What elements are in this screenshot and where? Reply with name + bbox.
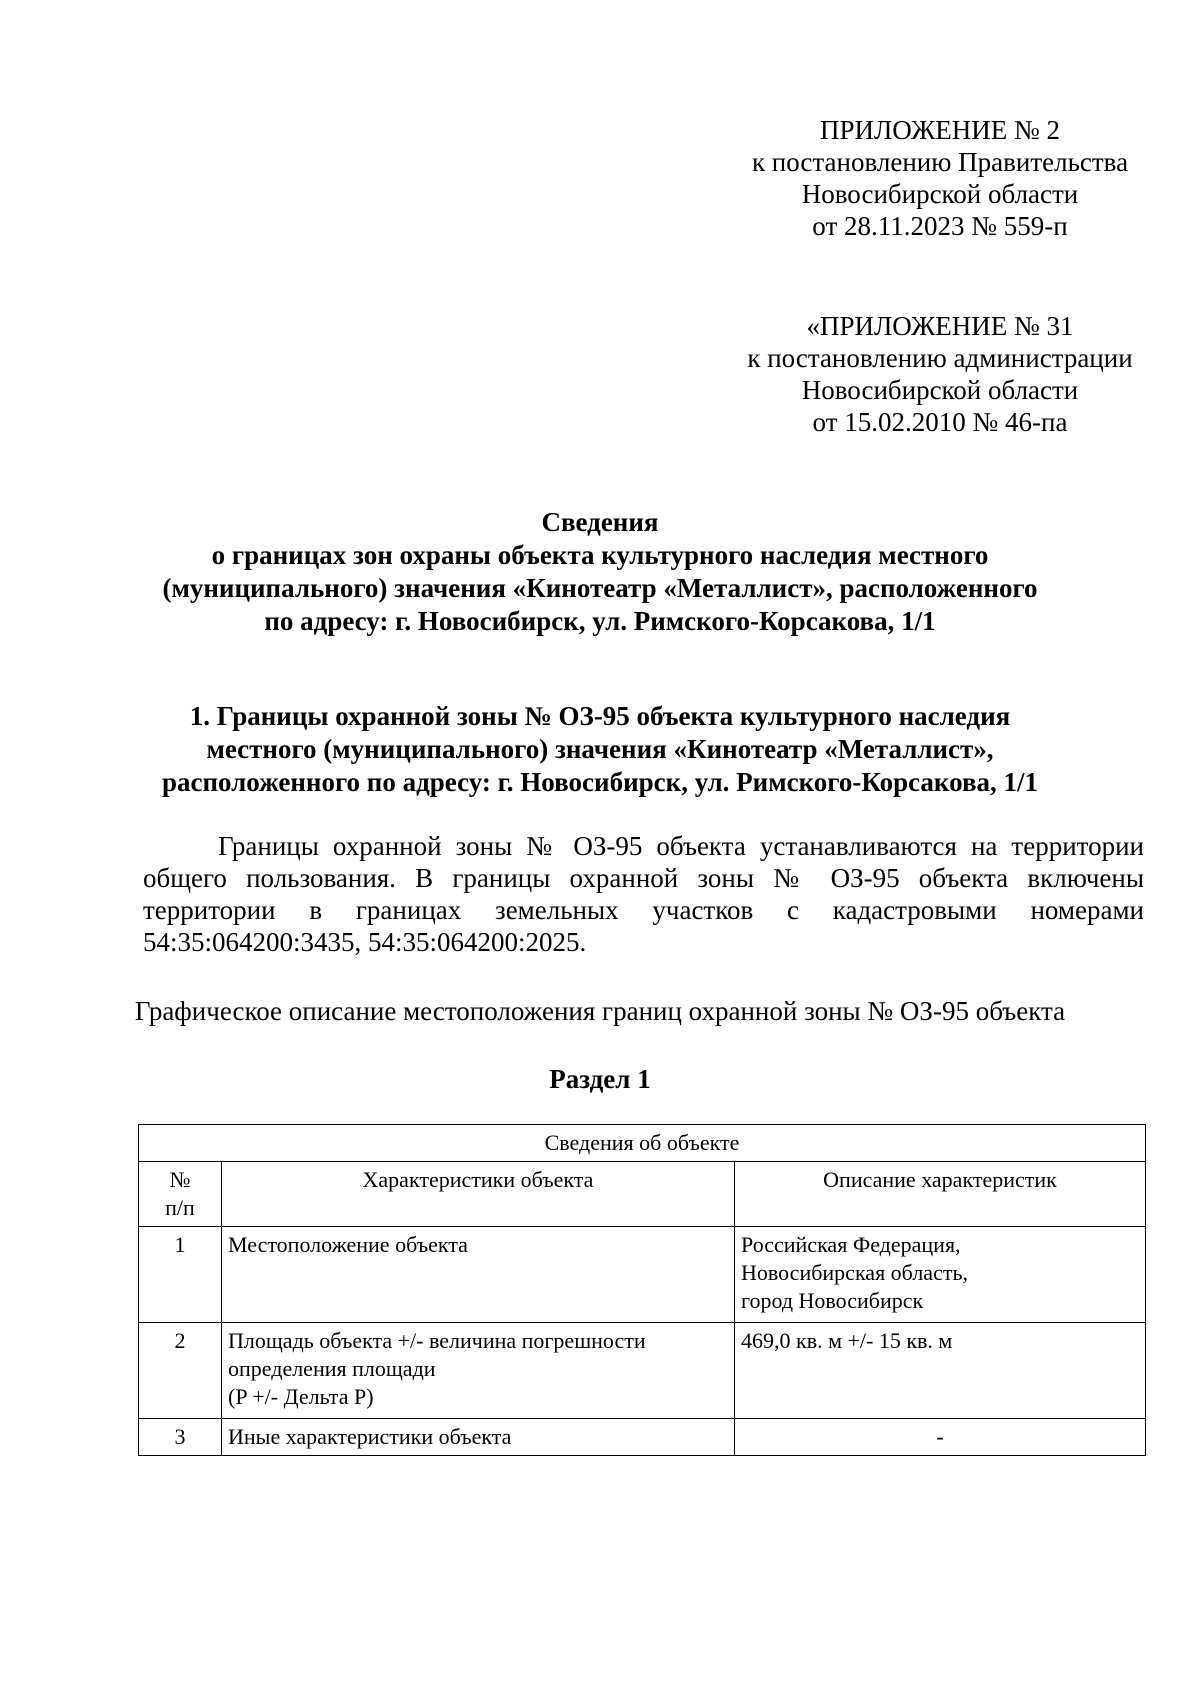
header-num-label: п/п bbox=[165, 1195, 195, 1220]
header-num bbox=[139, 1162, 222, 1227]
table-caption-row bbox=[139, 1125, 1146, 1162]
body-paragraph: Границы охранной зоны № ОЗ-95 объекта устанавливаются на территории общего пользования. В границы охранной зоны № ОЗ-95 объекта включены территории в границах земельных участков с кадастровыми номерами 54:35:064200:3435, 54:35:064200:2025. bbox=[143, 831, 1144, 957]
row-characteristic: Местоположение объекта bbox=[222, 1227, 735, 1323]
row-description: 469,0 кв. м +/- 15 кв. м bbox=[735, 1323, 1146, 1419]
section-heading-line: 1. Границы охранной зоны № ОЗ-95 объекта культурного наследия bbox=[189, 701, 1011, 731]
graphic-description: Графическое описание местоположения границ охранной зоны № ОЗ-95 объекта bbox=[134, 996, 1066, 1026]
table-row bbox=[139, 1323, 1146, 1419]
section-heading-line: расположенного по адресу: г. Новосибирск, ул. Римского-Корсакова, 1/1 bbox=[161, 767, 1039, 797]
object-info-table bbox=[138, 1124, 1146, 1456]
table-row bbox=[139, 1419, 1146, 1456]
row-num: 3 bbox=[139, 1419, 222, 1456]
row-num: 1 bbox=[139, 1227, 222, 1323]
characteristic-line: определения площади bbox=[228, 1356, 436, 1381]
appendix-31-block bbox=[740, 310, 1140, 438]
title-line: о границах зон охраны объекта культурного наследия местного bbox=[211, 540, 989, 570]
header-characteristics: Характеристики объекта bbox=[222, 1162, 735, 1227]
row-description: - bbox=[735, 1419, 1146, 1456]
row-description bbox=[735, 1227, 1146, 1323]
appendix-31-title: «ПРИЛОЖЕНИЕ № 31 bbox=[806, 311, 1074, 341]
row-num: 2 bbox=[139, 1323, 222, 1419]
table-header-row bbox=[139, 1162, 1146, 1227]
table-row bbox=[139, 1227, 1146, 1323]
razdel-heading: Раздел 1 bbox=[549, 1064, 651, 1094]
characteristic-line: Площадь объекта +/- величина погрешности bbox=[228, 1328, 646, 1353]
appendix-31-line: к постановлению администрации bbox=[747, 343, 1133, 373]
appendix-2-date: от 28.11.2023 № 559-п bbox=[812, 211, 1068, 241]
section-heading bbox=[140, 700, 1060, 799]
appendix-2-line: к постановлению Правительства bbox=[751, 147, 1129, 177]
title-line: по адресу: г. Новосибирск, ул. Римского-Корсакова, 1/1 bbox=[264, 606, 936, 636]
appendix-2-title: ПРИЛОЖЕНИЕ № 2 bbox=[819, 115, 1061, 145]
appendix-31-line: Новосибирской области bbox=[801, 375, 1079, 405]
title-line: Сведения bbox=[541, 507, 659, 537]
description-line: город Новосибирск bbox=[741, 1288, 924, 1313]
header-num-symbol: № bbox=[169, 1167, 191, 1192]
appendix-31-date: от 15.02.2010 № 46-па bbox=[812, 407, 1068, 437]
characteristic-line: (P +/- Дельта P) bbox=[228, 1384, 374, 1409]
table-caption: Сведения об объекте bbox=[139, 1125, 1146, 1162]
appendix-2-block bbox=[740, 114, 1140, 242]
description-line: Новосибирская область, bbox=[741, 1260, 968, 1285]
description-line: Российская Федерация, bbox=[741, 1232, 961, 1257]
section-heading-line: местного (муниципального) значения «Кинотеатр «Металлист», bbox=[206, 734, 994, 764]
row-characteristic bbox=[222, 1323, 735, 1419]
row-characteristic: Иные характеристики объекта bbox=[222, 1419, 735, 1456]
header-description: Описание характеристик bbox=[735, 1162, 1146, 1227]
document-title bbox=[140, 506, 1060, 638]
appendix-2-line: Новосибирской области bbox=[801, 179, 1079, 209]
title-line: (муниципального) значения «Кинотеатр «Металлист», расположенного bbox=[162, 573, 1038, 603]
